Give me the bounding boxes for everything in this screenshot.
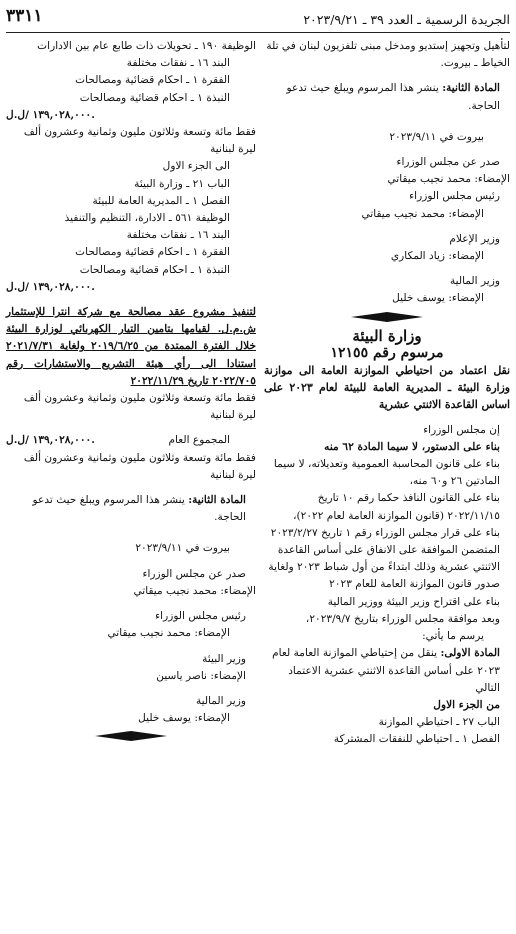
ministry-heading: وزارة البيئة [352, 326, 422, 345]
grand-total [6, 432, 256, 449]
issued-by: صدر عن مجلس الوزراء [396, 156, 500, 169]
item-16-b: البند ١٦ ـ نفقات مختلفة [126, 229, 230, 242]
info-minister-title: وزير الإعلام [449, 232, 500, 245]
signature-pm-2-left: الإمضاء: محمد نجيب ميقاتي [107, 627, 230, 640]
subsection-1-a: النبذة ١ ـ احكام قضائية ومصالحات [79, 91, 230, 104]
article-2-left [6, 492, 256, 526]
amount-2: ١٣٩,٠٢٨,٠٠٠ /ل.ل. [6, 280, 95, 293]
section-1-environment: الفصل ١ ـ المديرية العامة للبيئة [92, 194, 230, 207]
issued-by-left: صدر عن مجلس الوزراء [142, 567, 246, 580]
signature-finance-minister-left: الإمضاء: يوسف خليل [138, 712, 230, 725]
signature-finance-minister: الإمضاء: يوسف خليل [392, 292, 484, 305]
item-16-a: البند ١٦ ـ نفقات مختلفة [126, 57, 230, 70]
signature-pm-1-left: الإمضاء: محمد نجيب ميقاتي [133, 584, 256, 597]
decree-number: مرسوم رقم ١٢١٥٥ [330, 344, 444, 361]
council-line: إن مجلس الوزراء [423, 423, 500, 436]
grand-total-label: المجموع العام [168, 434, 230, 447]
finance-minister-title-left: وزير المالية [195, 694, 246, 707]
article-1-label: المادة الاولى: [440, 647, 500, 660]
paragraph-1-a: الفقرة ١ ـ احكام قضائية ومصالحات [75, 74, 230, 87]
section-1-reserve: الفصل ١ ـ احتياطي للنفقات المشتركة [333, 733, 500, 746]
article-1 [264, 645, 510, 697]
function-561: الوظيفة ٥٦١ ـ الادارة، التنظيم والتنفيذ [64, 212, 230, 225]
page-header [6, 2, 510, 33]
to-part: الى الجزء الاول [162, 160, 230, 173]
decrees-line: يرسم ما يأتي: [422, 630, 484, 643]
amount-1: ١٣٩,٠٢٨,٠٠٠ /ل.ل. [6, 108, 95, 121]
signature-info-minister: الإمضاء: زياد المكاري [390, 250, 484, 263]
from-part: من الجزء الاول [433, 698, 500, 711]
pm-title-left: رئيس مجلس الوزراء [155, 610, 246, 623]
amount-1-words: فقط مائة وتسعة وثلاثون مليون وثمانية وعشرون ألف ليرة لبنانية [23, 126, 256, 156]
basis-council-decision: بناء على قرار مجلس الوزراء رقم ١ تاريخ ٢٠٢٣/٢/٢٧ المتضمن الموافقة على الانفاق على أساس القاعدة الاثنتي عشرية وذلك ابتداءً من أول شباط ٢٠٢٣ ولغاية صدور قانون الموازنة العامة للعام ٢٠٢٣ [268, 526, 500, 591]
basis-constitution: بناء على الدستور، لا سيما المادة ٦٢ منه [324, 440, 500, 453]
finance-minister-title: وزير المالية [449, 275, 500, 288]
basis-accounting-law: بناء على قانون المحاسبة العمومية وتعديلاته، لا سيما المادتين ٢٦ و٦٠ منه، [273, 458, 500, 488]
date-line-left: بيروت في ٢٠٢٣/٩/١١ [135, 542, 230, 555]
right-column [264, 38, 510, 749]
article-1-text: ينقل من إحتياطي الموازنة العامة لعام ٢٠٢٣ على أساس القاعدة الاثنتي عشرية الاعتماد التالي [272, 647, 500, 694]
gazette-title: الجريدة الرسمية ـ العدد ٣٩ ـ ٢٠٢٣/٩/٢١ [303, 12, 510, 27]
paragraph-1-b: الفقرة ١ ـ احكام قضائية ومصالحات [75, 246, 230, 259]
section-divider [264, 312, 510, 324]
amount-2-words: فقط مائة وتسعة وثلاثون مليون وثمانية وعشرون ألف ليرة لبنانية [23, 392, 256, 422]
intro-text: لتأهيل وتجهيز إستديو ومدخل مبنى تلفزيون لبنان في تلة الخياط ـ بيروت. [266, 40, 510, 70]
article-2-left-text: ينشر هذا المرسوم ويبلغ حيث تدعو الحاجة. [32, 494, 246, 524]
article-2-left-label: المادة الثانية: [188, 494, 246, 507]
grand-total-words: فقط مائة وتسعة وثلاثون مليون وثمانية وعشرون ألف ليرة لبنانية [23, 451, 256, 481]
article-2 [264, 80, 510, 114]
env-minister-title: وزير البيئة [202, 652, 246, 665]
basis-law-10: بناء على القانون النافذ حكما رقم ١٠ تاريخ ٢٠٢٢/١١/١٥ (قانون الموازنة العامة لعام ٢٠٢٢)، [293, 492, 500, 522]
left-column [6, 38, 256, 747]
signature-pm-1: الإمضاء: محمد نجيب ميقاتي [387, 173, 510, 186]
purpose-text: لتنفيذ مشروع عقد مصالحة مع شركة انترا للإستثمار ش.م.ل. لقيامها بتامين التيار الكهربائي لوزارة البيئة خلال الفترة الممتدة من ٢٠١٩/٦/٢٥ ولغاية ٢٠٢١/٧/٣١ استنادا الى رأي هيئة التشريع والاستشارات رقم ٢٠٢٢/٧٠٥ تاريخ ٢٠٢٢/١١/٢٩ [6, 306, 256, 387]
article-2-text: ينشر هذا المرسوم ويبلغ حيث تدعو الحاجة. [286, 82, 500, 112]
article-2-label: المادة الثانية: [442, 82, 500, 95]
chapter-27: الباب ٢٧ ـ احتياطي الموازنة [378, 716, 500, 729]
pm-title: رئيس مجلس الوزراء [409, 190, 500, 203]
signature-env-minister: الإمضاء: ناصر ياسين [156, 669, 246, 682]
function-190: الوظيفة ١٩٠ ـ تحويلات ذات طابع عام بين الادارات [37, 40, 256, 52]
date-line: بيروت في ٢٠٢٣/٩/١١ [389, 130, 484, 143]
section-divider-left [6, 731, 256, 743]
subsection-1-b: النبذة ١ ـ احكام قضائية ومصالحات [79, 263, 230, 276]
basis-proposal: بناء على اقتراح وزير البيئة ووزير المالية [327, 595, 500, 608]
page-number: ٣٣١١ [6, 6, 43, 26]
basis-approval: وبعد موافقة مجلس الوزراء بتاريخ ٢٠٢٣/٩/٧، [305, 612, 500, 625]
grand-total-amount: ١٣٩,٠٢٨,٠٠٠ /ل.ل. [6, 434, 95, 447]
decree-title: نقل اعتماد من احتياطي الموازنة العامة الى موازنة وزارة البيئة ـ المديرية العامة للبيئة لعام ٢٠٢٣ على اساس القاعدة الاثنتي عشرية [264, 364, 510, 412]
chapter-21: الباب ٢١ ـ وزارة البيئة [134, 177, 230, 190]
signature-pm-2: الإمضاء: محمد نجيب ميقاتي [361, 207, 484, 220]
